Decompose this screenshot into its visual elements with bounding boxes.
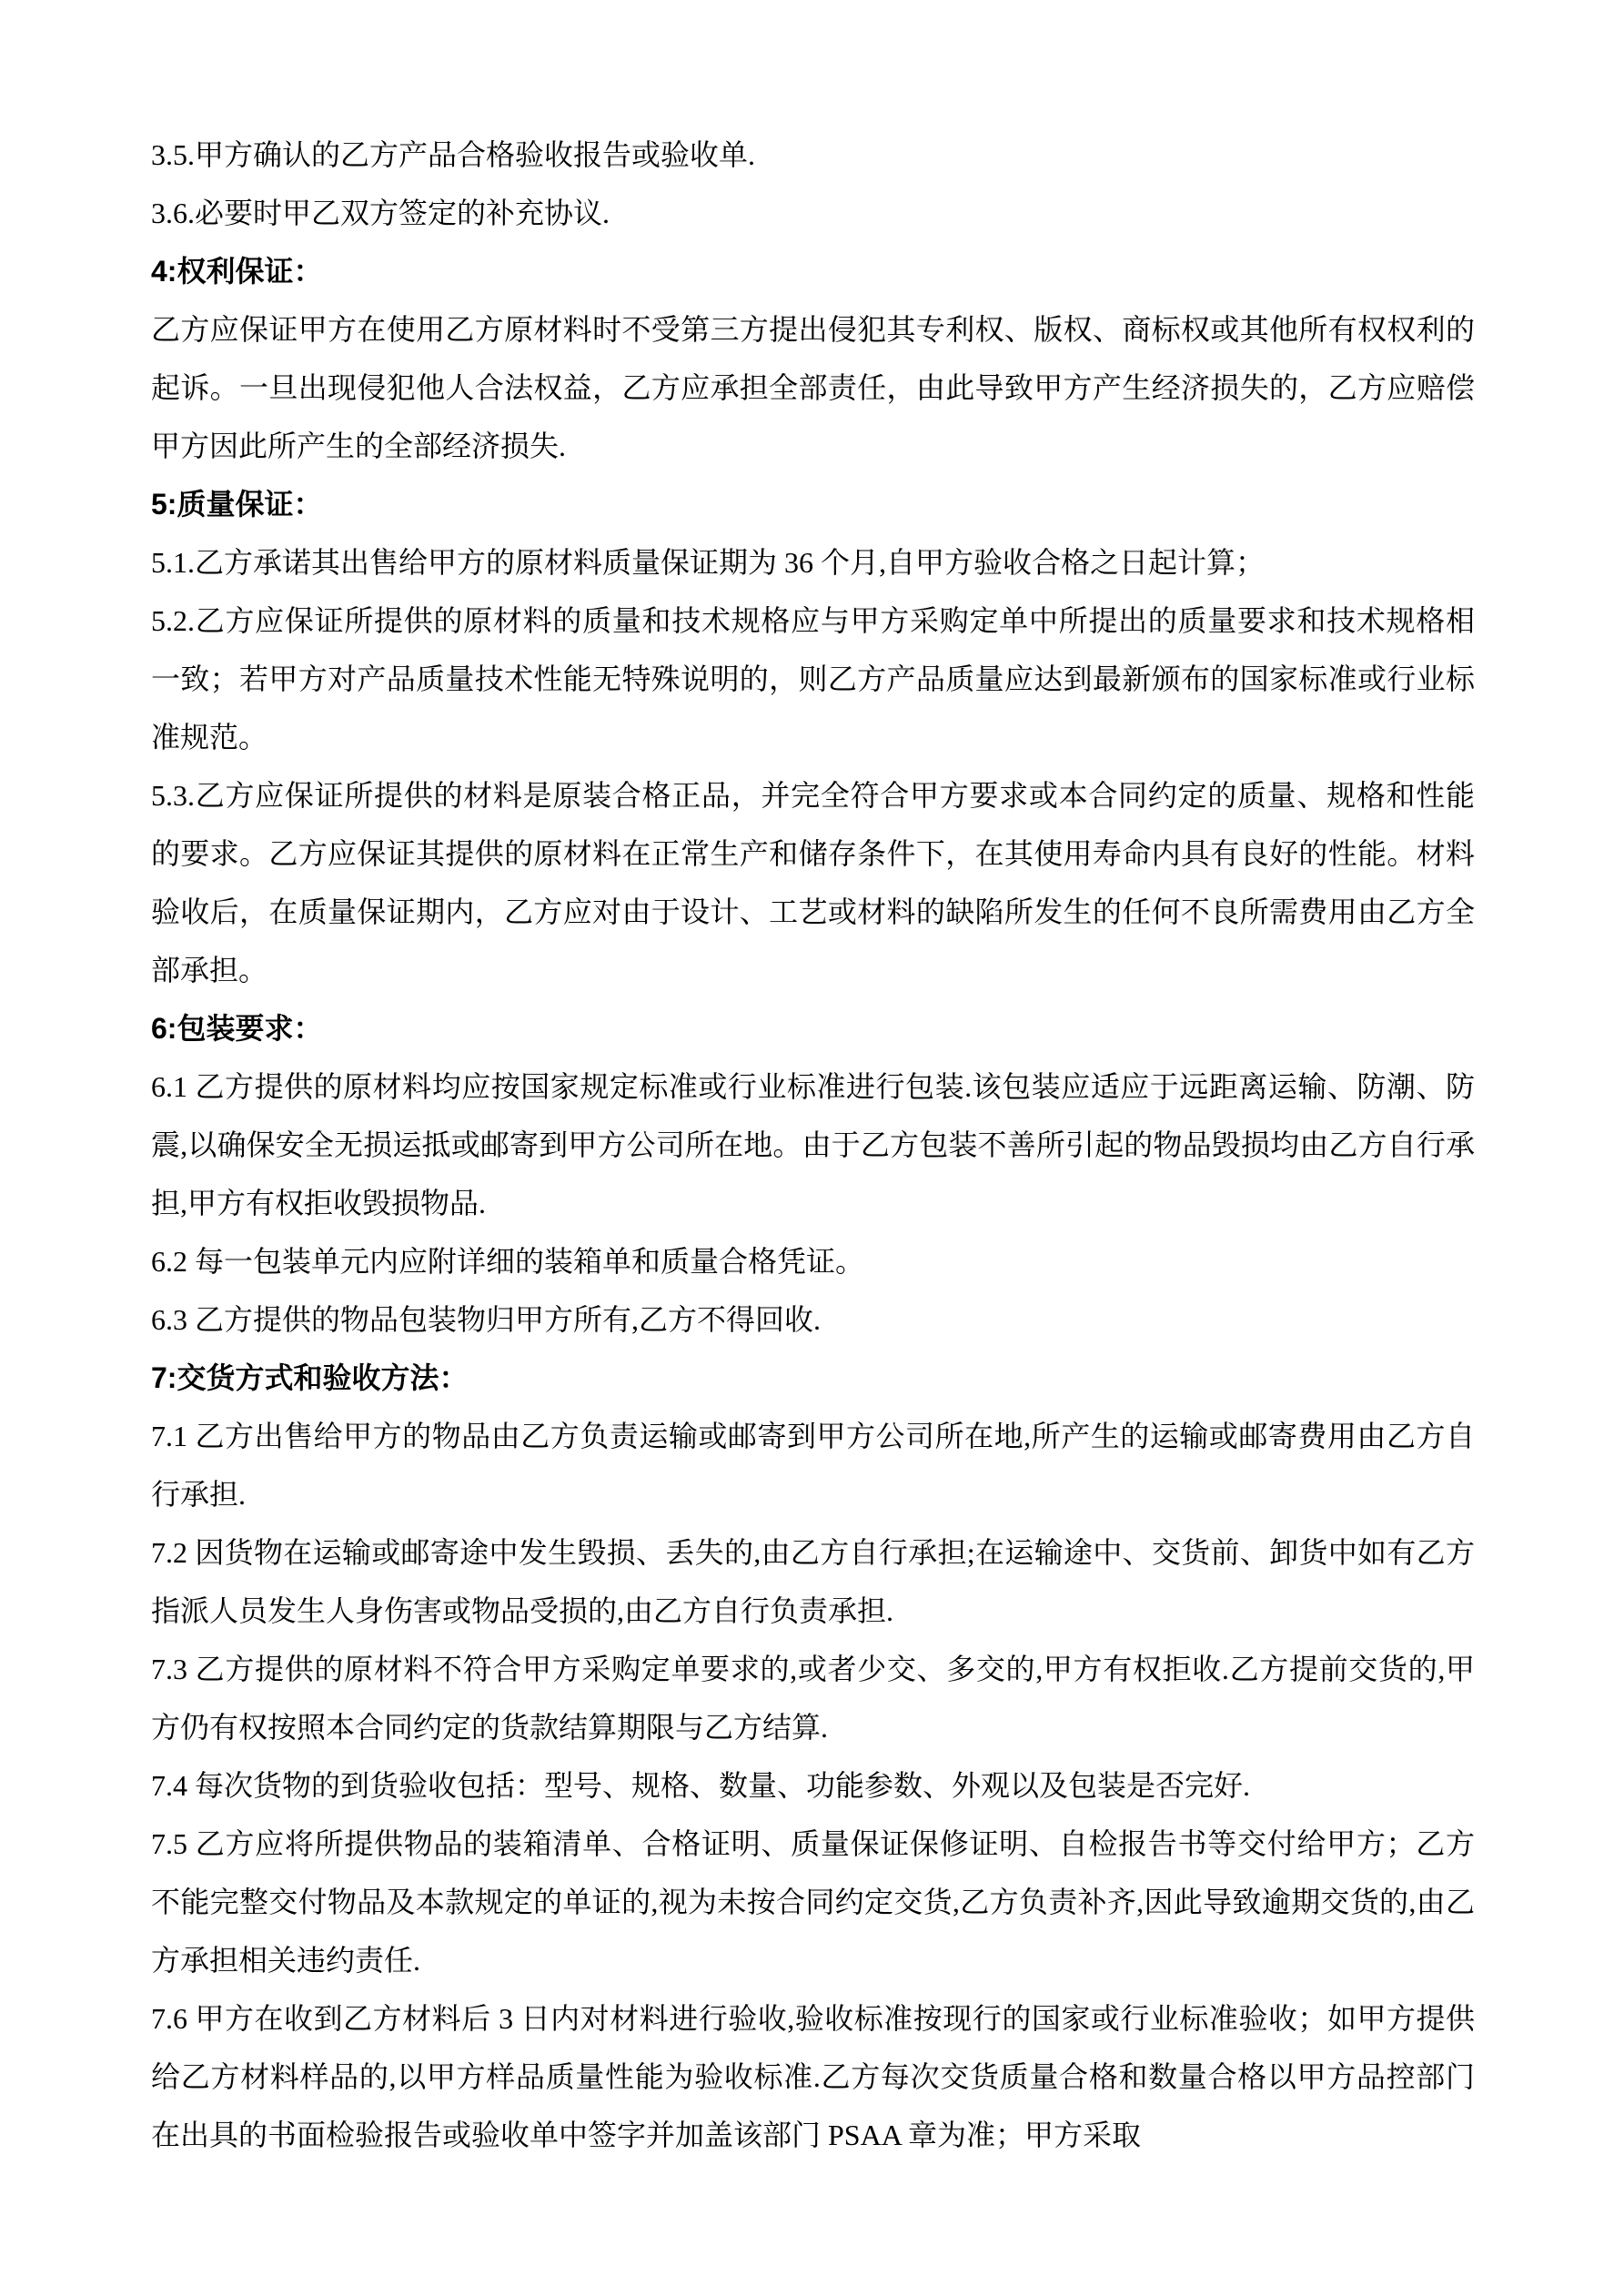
section-heading-4: 4:权利保证：	[151, 255, 323, 288]
paragraph-clause-5-3: 5.3.乙方应保证所提供的材料是原装合格正品，并完全符合甲方要求或本合同约定的质量、规格和性能的要求。乙方应保证其提供的原材料在正常生产和储存条件下，在其使用寿命内具有良好的性能。材料验收后，在质量保证期内，乙方应对由于设计、工艺或材料的缺陷所发生的任何不良所需费用由乙方全部承担。	[151, 779, 1475, 986]
paragraph-clause-3-6: 3.6.必要时甲乙双方签定的补充协议.	[151, 197, 610, 229]
paragraph-clause-7-1: 7.1 乙方出售给甲方的物品由乙方负责运输或邮寄到甲方公司所在地,所产生的运输或邮寄费用由乙方自行承担.	[151, 1420, 1475, 1511]
paragraph-clause-7-6: 7.6 甲方在收到乙方材料后 3 日内对材料进行验收,验收标准按现行的国家或行业标准验收；如甲方提供给乙方材料样品的,以甲方样品质量性能为验收标准.乙方每次交货质量合格和数量合格以甲方品控部门在出具的书面检验报告或验收单中签字并加盖该部门 PSAA 章为准；甲方采取	[151, 2002, 1475, 2151]
paragraph-clause-7-5: 7.5 乙方应将所提供物品的装箱清单、合格证明、质量保证保修证明、自检报告书等交付给甲方；乙方不能完整交付物品及本款规定的单证的,视为未按合同约定交货,乙方负责补齐,因此导致逾期交货的,由乙方承担相关违约责任.	[151, 1827, 1475, 1977]
section-heading-5: 5:质量保证：	[151, 488, 323, 521]
paragraph-clause-3-5: 3.5.甲方确认的乙方产品合格验收报告或验收单.	[151, 138, 756, 171]
section-heading-7: 7:交货方式和验收方法：	[151, 1361, 469, 1394]
paragraph-clause-6-1: 6.1 乙方提供的原材料均应按国家规定标准或行业标准进行包装.该包装应适应于远距离运输、防潮、防震,以确保安全无损运抵或邮寄到甲方公司所在地。由于乙方包装不善所引起的物品毁损均由乙方自行承担,甲方有权拒收毁损物品.	[151, 1070, 1475, 1219]
paragraph-clause-5-1: 5.1.乙方承诺其出售给甲方的原材料质量保证期为 36 个月,自甲方验收合格之日起计算；	[151, 546, 1266, 579]
paragraph-clause-7-3: 7.3 乙方提供的原材料不符合甲方采购定单要求的,或者少交、多交的,甲方有权拒收.乙方提前交货的,甲方仍有权按照本合同约定的货款结算期限与乙方结算.	[151, 1653, 1475, 1744]
paragraph-clause-7-2: 7.2 因货物在运输或邮寄途中发生毁损、丢失的,由乙方自行承担;在运输途中、交货前、卸货中如有乙方指派人员发生人身伤害或物品受损的,由乙方自行负责承担.	[151, 1536, 1475, 1627]
paragraph-clause-6-2: 6.2 每一包装单元内应附详细的装箱单和质量合格凭证。	[151, 1245, 865, 1278]
section-heading-6: 6:包装要求：	[151, 1012, 323, 1045]
paragraph-clause-6-3: 6.3 乙方提供的物品包装物归甲方所有,乙方不得回收.	[151, 1303, 822, 1336]
document-body	[151, 126, 1475, 2164]
paragraph-clause-5-2: 5.2.乙方应保证所提供的原材料的质量和技术规格应与甲方采购定单中所提出的质量要求和技术规格相一致；若甲方对产品质量技术性能无特殊说明的，则乙方产品质量应达到最新颁布的国家标准或行业标准规范。	[151, 604, 1475, 754]
paragraph-section-4-body: 乙方应保证甲方在使用乙方原材料时不受第三方提出侵犯其专利权、版权、商标权或其他所有权权利的起诉。一旦出现侵犯他人合法权益，乙方应承担全部责任，由此导致甲方产生经济损失的，乙方应赔偿甲方因此所产生的全部经济损失.	[151, 313, 1475, 462]
paragraph-clause-7-4: 7.4 每次货物的到货验收包括：型号、规格、数量、功能参数、外观以及包装是否完好.	[151, 1769, 1251, 1802]
